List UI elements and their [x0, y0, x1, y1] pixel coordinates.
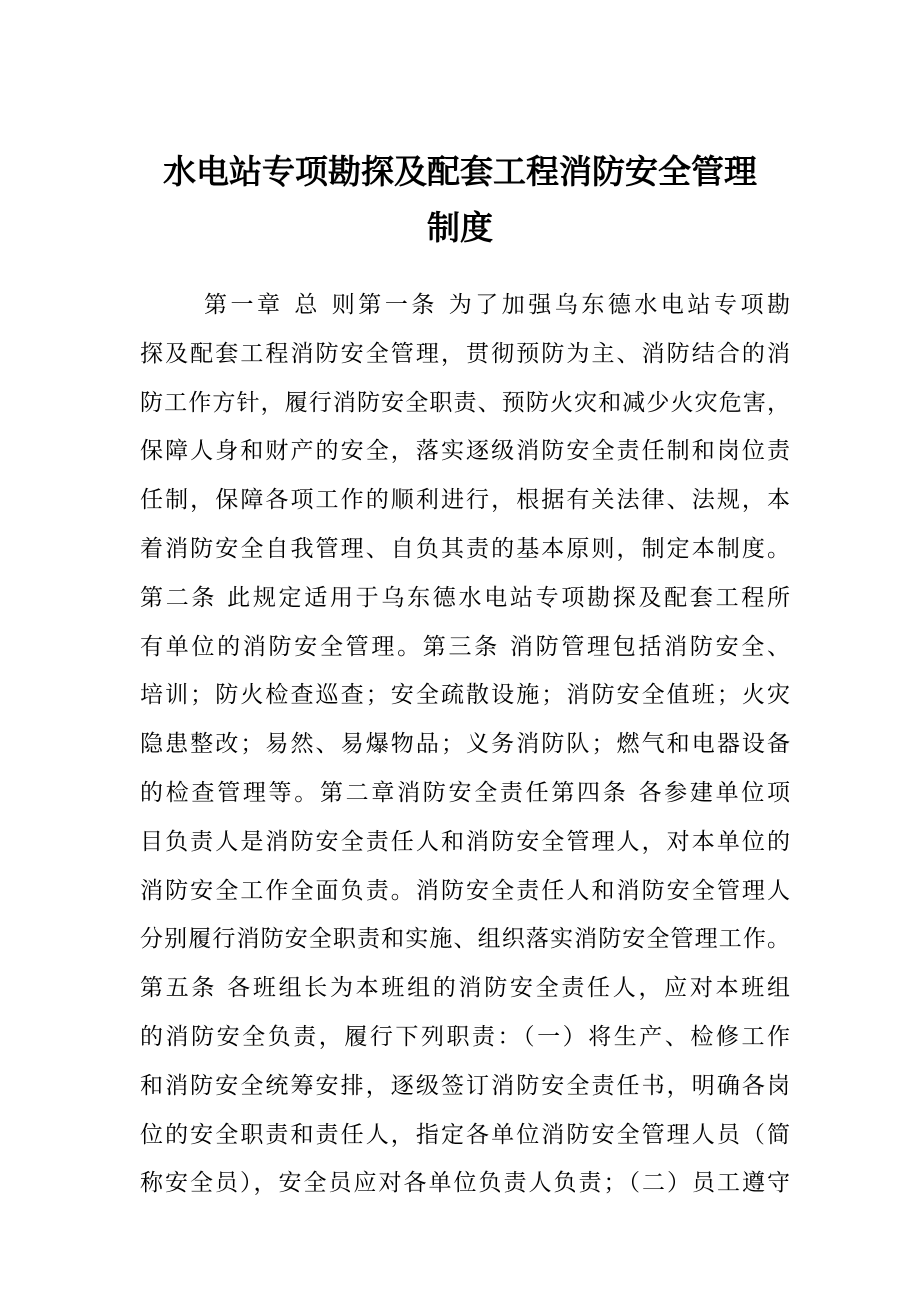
body-line: 消防安全工作全面负责。消防安全责任人和消防安全管理人	[140, 877, 790, 904]
body-line: 隐患整改；易然、易爆物品；义务消防队；燃气和电器设备	[140, 731, 790, 758]
body-line: 和消防安全统筹安排，逐级签订消防安全责任书，明确各岗	[140, 1072, 790, 1099]
body-line: 着消防安全自我管理、自负其责的基本原则，制定本制度。	[140, 535, 790, 562]
body-line: 防工作方针，履行消防安全职责、预防火灾和减少火灾危害，	[140, 389, 790, 416]
body-line: 位的安全职责和责任人，指定各单位消防安全管理人员（简	[140, 1121, 790, 1148]
body-line: 第一章 总 则第一条 为了加强乌东德水电站专项勘	[204, 292, 790, 318]
document-body	[140, 281, 790, 1208]
body-line: 的检查管理等。第二章消防安全责任第四条 各参建单位项	[140, 779, 790, 806]
body-line: 保障人身和财产的安全，落实逐级消防安全责任制和岗位责	[140, 438, 790, 465]
document-title-line-1: 水电站专项勘探及配套工程消防安全管理	[163, 152, 757, 191]
body-line: 有单位的消防安全管理。第三条 消防管理包括消防安全、	[140, 633, 790, 660]
body-line: 任制，保障各项工作的顺利进行，根据有关法律、法规，本	[140, 487, 790, 514]
body-line: 培训；防火检查巡查；安全疏散设施；消防安全值班；火灾	[140, 682, 790, 709]
body-line: 分别履行消防安全职责和实施、组织落实消防安全管理工作。	[140, 926, 790, 953]
body-line: 称安全员），安全员应对各单位负责人负责；（二）员工遵守	[140, 1170, 790, 1197]
document-title-line-2: 制度	[427, 208, 493, 247]
body-line: 的消防安全负责，履行下列职责：（一）将生产、检修工作	[140, 1023, 790, 1050]
body-line: 目负责人是消防安全责任人和消防安全管理人，对本单位的	[140, 828, 790, 855]
body-line: 第五条 各班组长为本班组的消防安全责任人，应对本班组	[140, 975, 790, 1002]
body-line: 探及配套工程消防安全管理，贯彻预防为主、消防结合的消	[140, 340, 790, 367]
body-line: 第二条 此规定适用于乌东德水电站专项勘探及配套工程所	[140, 584, 790, 611]
